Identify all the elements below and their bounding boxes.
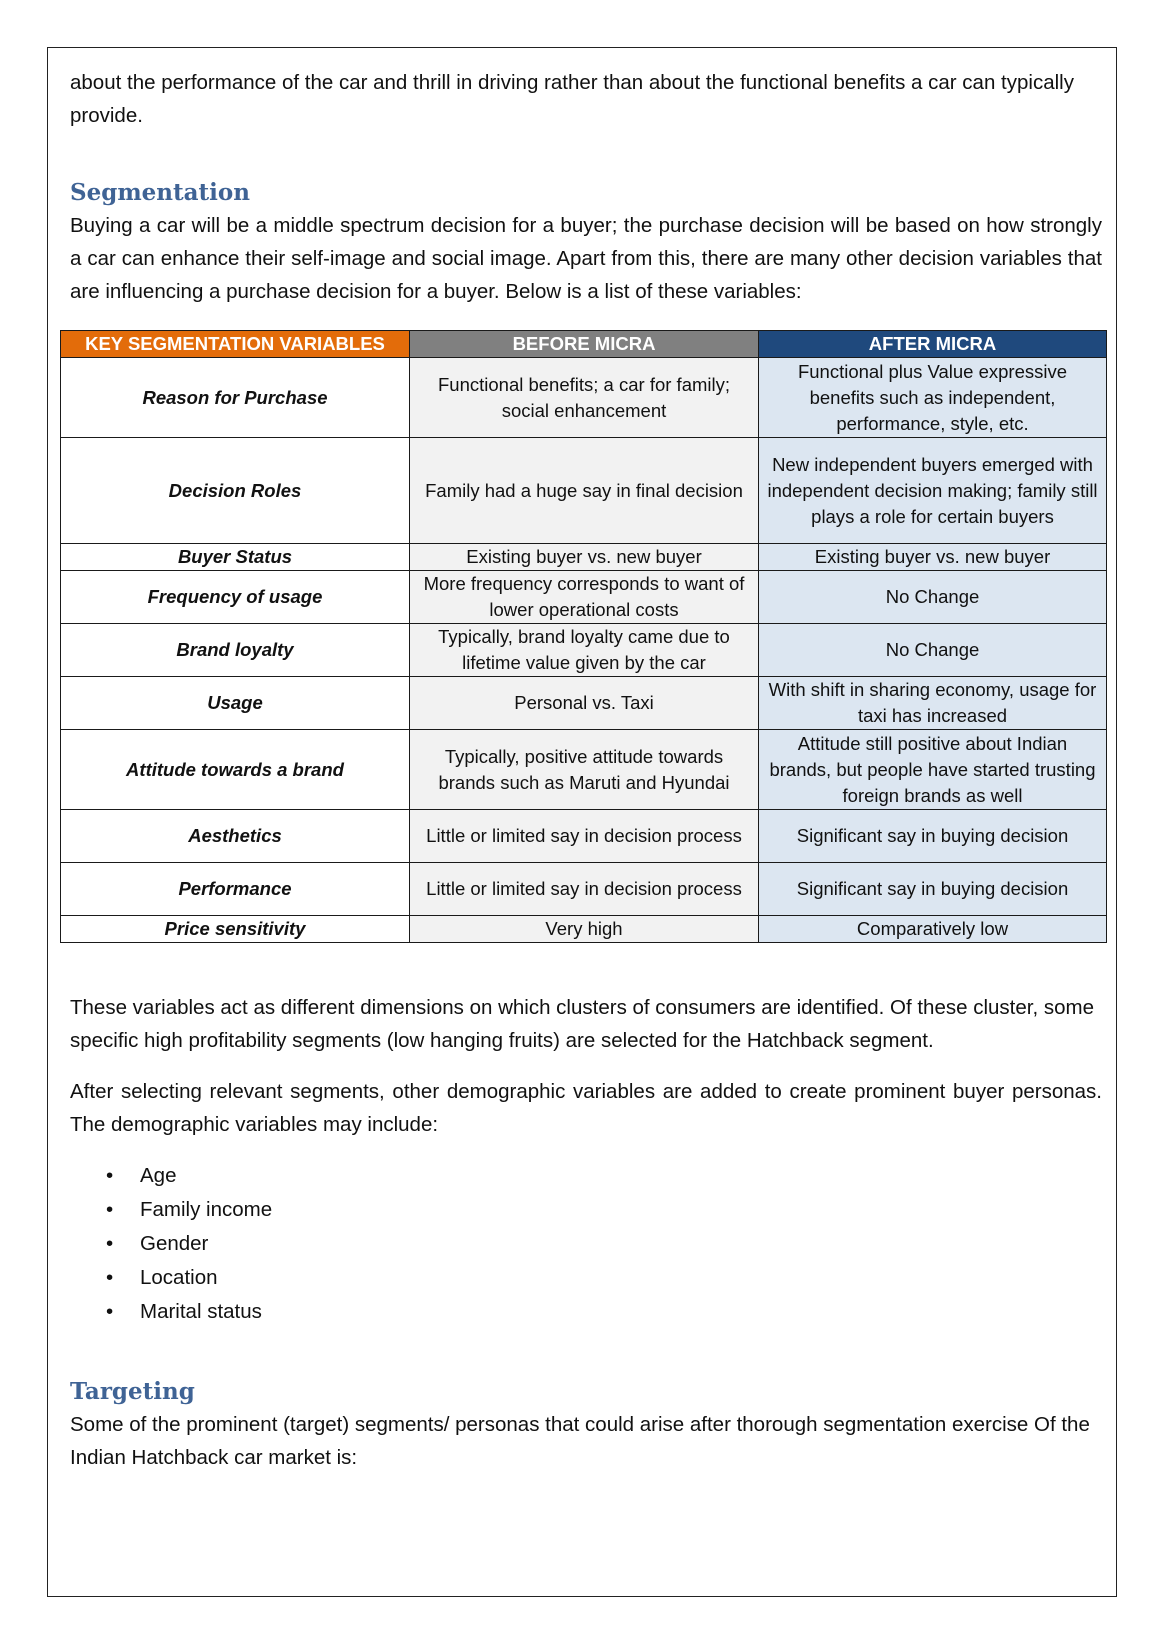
after-cell: Significant say in buying decision <box>759 810 1107 863</box>
after-cell: Significant say in buying decision <box>759 863 1107 916</box>
list-item <box>70 1159 1102 1193</box>
after-cell: No Change <box>759 571 1107 624</box>
table-row <box>61 438 1107 544</box>
table-row <box>61 730 1107 810</box>
header-before-micra: BEFORE MICRA <box>410 331 759 358</box>
bullet-icon: • <box>106 1198 114 1221</box>
table-row <box>61 863 1107 916</box>
intro-paragraph: about the performance of the car and thrill in driving rather than about the functional benefits a car can typically provide. <box>70 71 1074 127</box>
variable-cell: Frequency of usage <box>61 571 410 624</box>
before-cell: Typically, positive attitude towards brands such as Maruti and Hyundai <box>410 730 759 810</box>
table-row <box>61 810 1107 863</box>
table-row <box>61 677 1107 730</box>
header-after-micra: AFTER MICRA <box>759 331 1107 358</box>
list-item <box>70 1193 1102 1227</box>
before-cell: Typically, brand loyalty came due to lifetime value given by the car <box>410 624 759 677</box>
segmentation-heading: Segmentation <box>70 179 250 206</box>
before-cell: Little or limited say in decision process <box>410 863 759 916</box>
variable-cell: Attitude towards a brand <box>61 730 410 810</box>
variable-cell: Performance <box>61 863 410 916</box>
table-row <box>61 624 1107 677</box>
before-cell: Family had a huge say in final decision <box>410 438 759 544</box>
variable-cell: Price sensitivity <box>61 916 410 943</box>
list-item-label: Marital status <box>140 1300 262 1323</box>
before-cell: Functional benefits; a car for family; social enhancement <box>410 358 759 438</box>
variable-cell: Usage <box>61 677 410 730</box>
segmentation-paragraph: Buying a car will be a middle spectrum decision for a buyer; the purchase decision will be based on how strongly a car can enhance their self-image and social image. Apart from this, there are many other decision variables that are influencing a purchase decision for a buyer. Below is a list of these variables: <box>70 214 1102 303</box>
variable-cell: Brand loyalty <box>61 624 410 677</box>
before-cell: Little or limited say in decision process <box>410 810 759 863</box>
table-row <box>61 358 1107 438</box>
targeting-heading: Targeting <box>70 1378 195 1405</box>
after-cell: Comparatively low <box>759 916 1107 943</box>
after-cell: Attitude still positive about Indian brands, but people have started trusting foreign brands as well <box>759 730 1107 810</box>
table-header-row <box>61 331 1107 358</box>
list-item-label: Gender <box>140 1232 209 1255</box>
after-cell: Functional plus Value expressive benefits such as independent, performance, style, etc. <box>759 358 1107 438</box>
list-item <box>70 1295 1102 1329</box>
table-row <box>61 916 1107 943</box>
demographics-list <box>70 1159 1102 1329</box>
variable-cell: Decision Roles <box>61 438 410 544</box>
list-item-label: Age <box>140 1164 177 1187</box>
table-row <box>61 544 1107 571</box>
after-cell: Existing buyer vs. new buyer <box>759 544 1107 571</box>
list-item <box>70 1261 1102 1295</box>
variable-cell: Reason for Purchase <box>61 358 410 438</box>
before-cell: Personal vs. Taxi <box>410 677 759 730</box>
variable-cell: Aesthetics <box>61 810 410 863</box>
bullet-icon: • <box>106 1266 114 1289</box>
list-item-label: Location <box>140 1266 218 1289</box>
bullet-icon: • <box>106 1232 114 1255</box>
header-key-variables: KEY SEGMENTATION VARIABLES <box>61 331 410 358</box>
bullet-icon: • <box>106 1164 114 1187</box>
targeting-paragraph: Some of the prominent (target) segments/ personas that could arise after thorough segmentation exercise Of the Indian Hatchback car market is: <box>70 1413 1090 1469</box>
after-cell: With shift in sharing economy, usage for taxi has increased <box>759 677 1107 730</box>
segmentation-table <box>60 330 1107 943</box>
before-cell: Existing buyer vs. new buyer <box>410 544 759 571</box>
after-cell: New independent buyers emerged with independent decision making; family still plays a role for certain buyers <box>759 438 1107 544</box>
variable-cell: Buyer Status <box>61 544 410 571</box>
list-item <box>70 1227 1102 1261</box>
list-item-label: Family income <box>140 1198 273 1221</box>
table-row <box>61 571 1107 624</box>
after-cell: No Change <box>759 624 1107 677</box>
after-table-paragraph-2: After selecting relevant segments, other demographic variables are added to create prominent buyer personas. The demographic variables may include: <box>70 1080 1102 1136</box>
document-body <box>70 66 1102 1474</box>
before-cell: More frequency corresponds to want of lower operational costs <box>410 571 759 624</box>
bullet-icon: • <box>106 1300 114 1323</box>
before-cell: Very high <box>410 916 759 943</box>
after-table-paragraph-1: These variables act as different dimensions on which clusters of consumers are identified. Of these cluster, some specific high profitability segments (low hanging fruits) are selected for the Hatchback segment. <box>70 996 1094 1052</box>
